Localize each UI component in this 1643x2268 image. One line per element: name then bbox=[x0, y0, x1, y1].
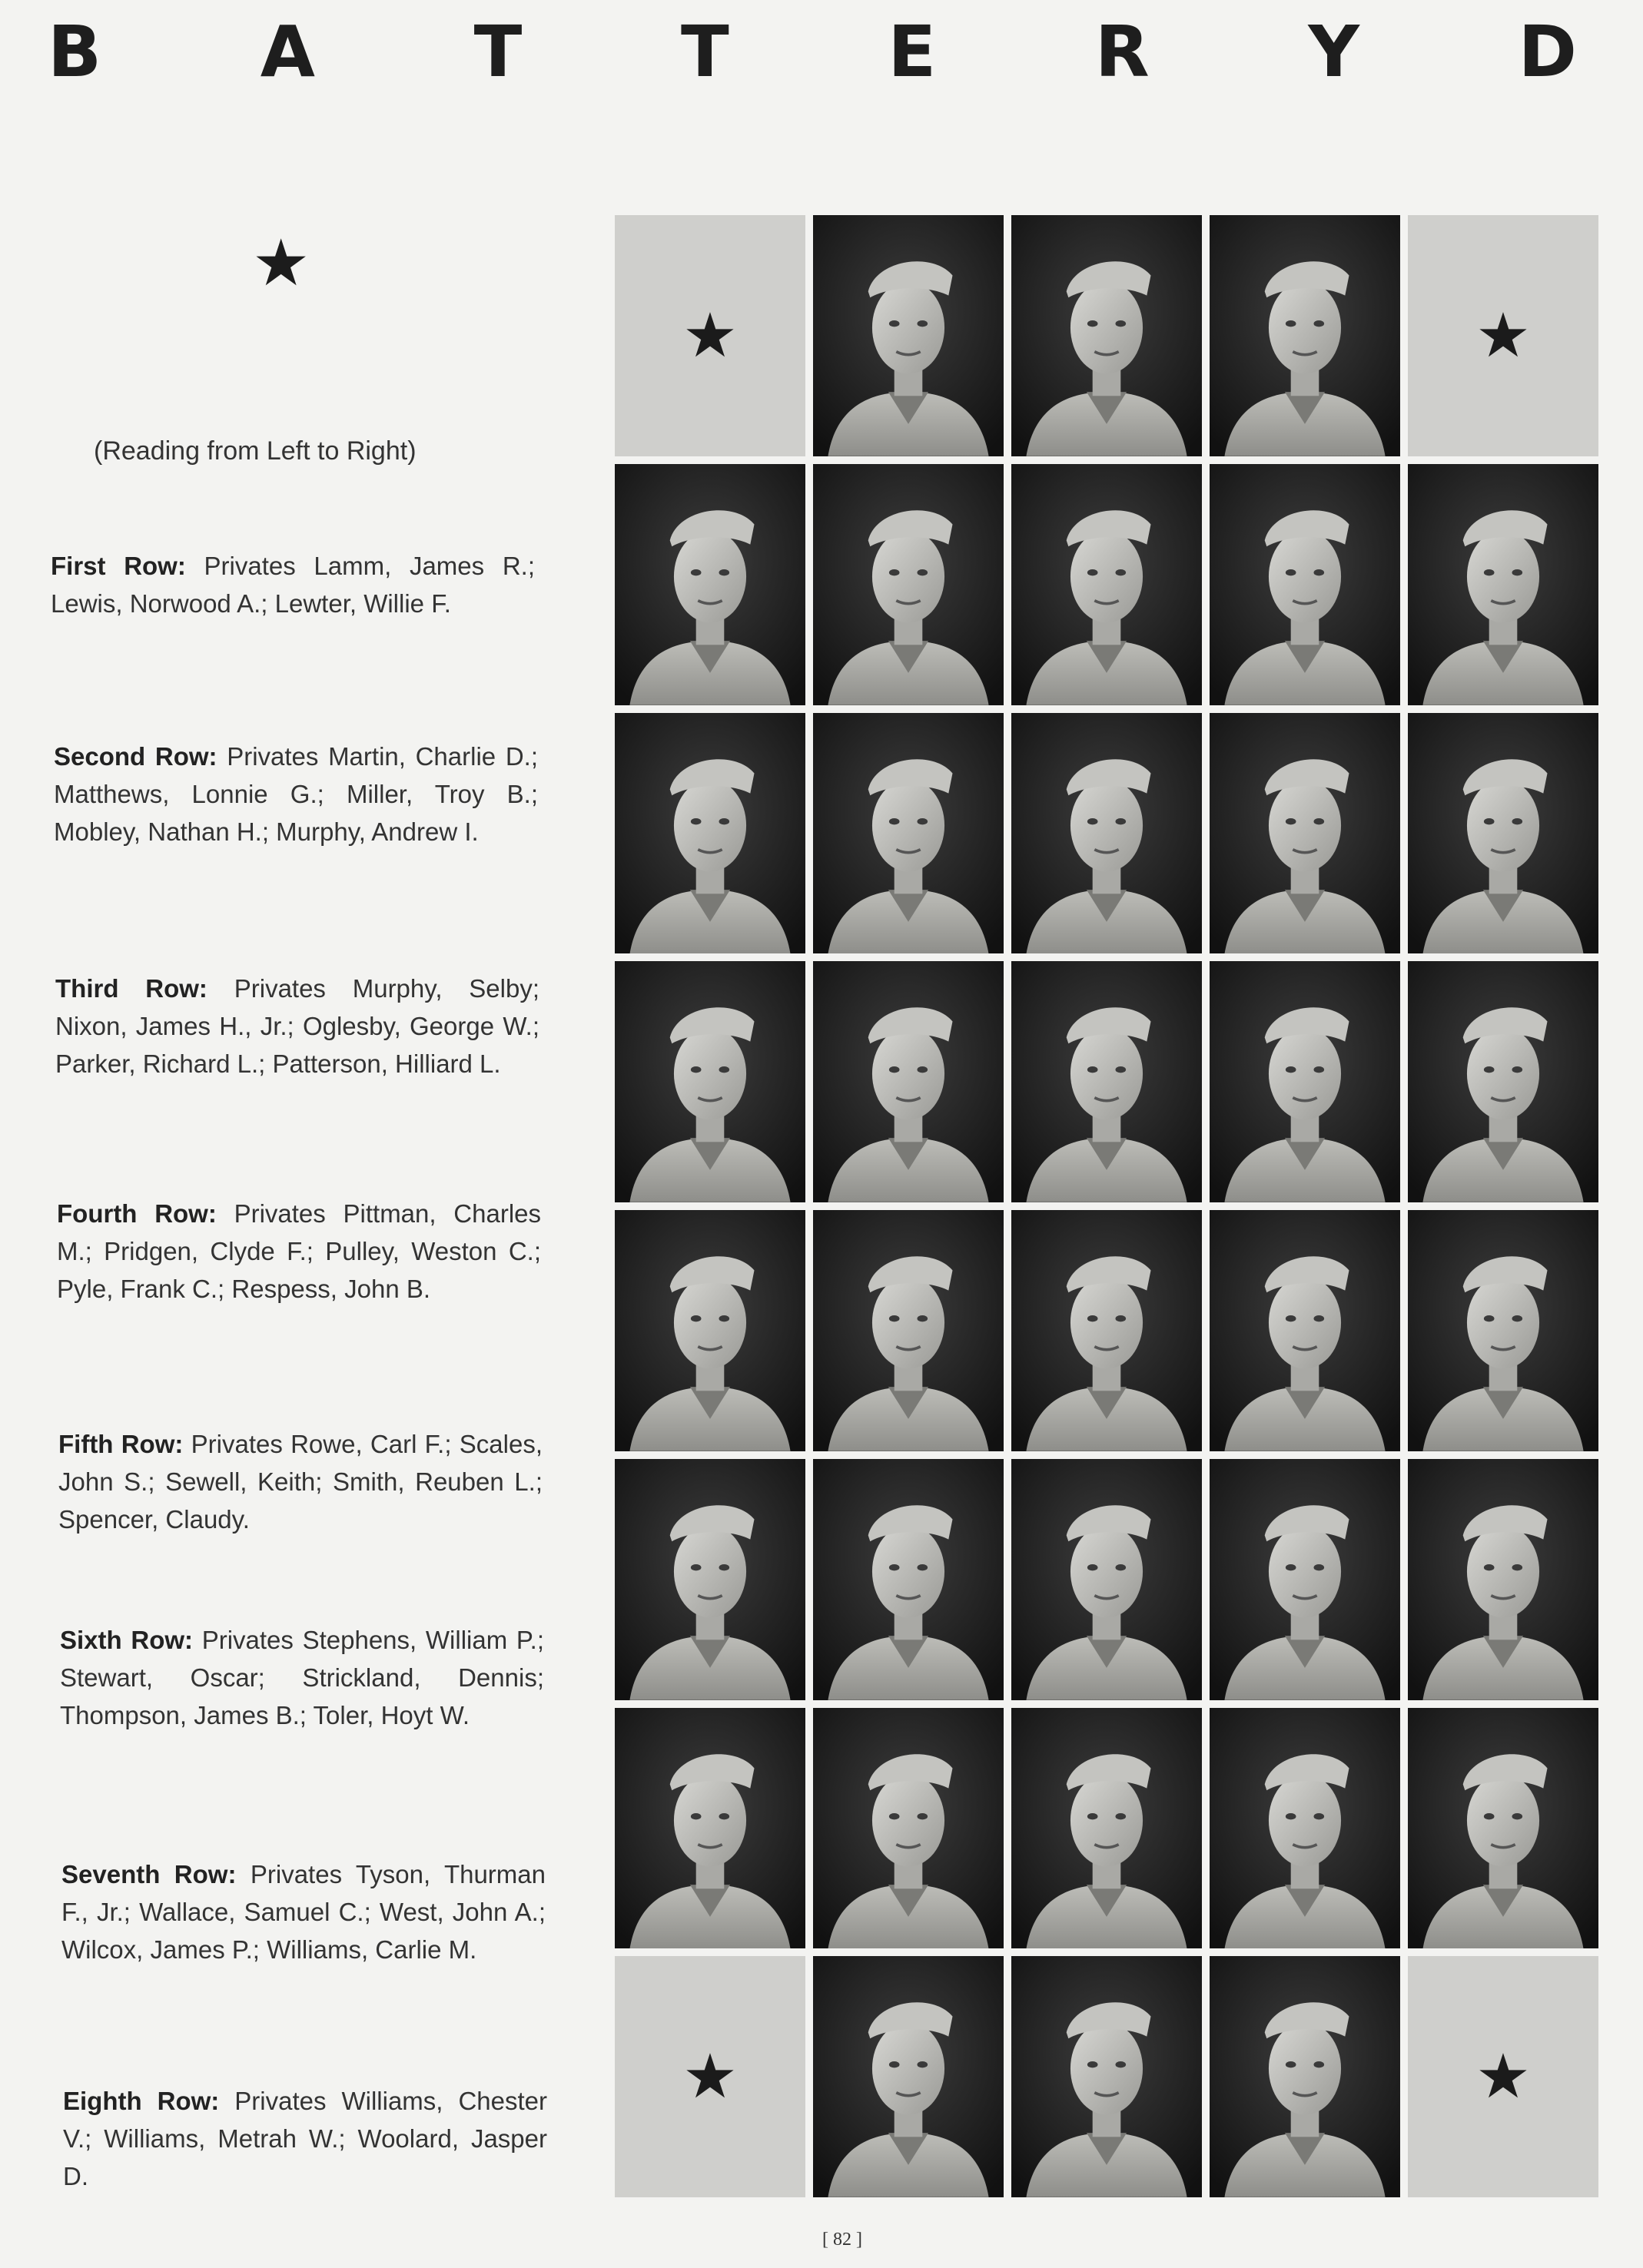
portrait-photo bbox=[1210, 464, 1400, 705]
soldier-portrait-image bbox=[813, 215, 1004, 456]
soldier-portrait-image bbox=[1408, 1210, 1598, 1451]
reading-note: (Reading from Left to Right) bbox=[94, 436, 417, 466]
caption-text: Privates Murphy, Selby; Nixon, James H., Jr.; Oglesby, George W.; Parker, Richard L.; Patterson, Hilliard L. bbox=[55, 974, 539, 1078]
caption-label: Fourth Row: bbox=[57, 1199, 217, 1228]
title-letter: D bbox=[1518, 11, 1577, 93]
portrait-photo bbox=[813, 1708, 1004, 1949]
caption-row-3 bbox=[55, 970, 539, 1083]
soldier-portrait-image bbox=[1011, 961, 1202, 1202]
caption-label: Second Row: bbox=[54, 742, 217, 771]
caption-text: Privates Rowe, Carl F.; Scales, John S.; Sewell, Keith; Smith, Reuben L.; Spencer, Claudy. bbox=[58, 1430, 543, 1534]
portrait-photo bbox=[1210, 1210, 1400, 1451]
caption-row-2 bbox=[54, 738, 538, 850]
soldier-portrait-image bbox=[615, 961, 805, 1202]
soldier-portrait-image bbox=[1011, 464, 1202, 705]
title-letter: T bbox=[473, 11, 523, 93]
title-letter: R bbox=[1094, 11, 1150, 93]
soldier-portrait-image bbox=[1210, 215, 1400, 456]
soldier-portrait-image bbox=[615, 1459, 805, 1700]
caption-row-4 bbox=[57, 1195, 541, 1308]
soldier-portrait-image bbox=[813, 1708, 1004, 1949]
soldier-portrait-image bbox=[615, 464, 805, 705]
portrait-photo bbox=[615, 1708, 805, 1949]
star-icon: ★ bbox=[1475, 299, 1531, 371]
star-icon: ★ bbox=[252, 225, 310, 300]
title-letter: Y bbox=[1308, 11, 1359, 93]
soldier-portrait-image bbox=[1408, 713, 1598, 954]
caption-label: Seventh Row: bbox=[61, 1860, 237, 1888]
title-letter: B bbox=[48, 11, 102, 93]
star-icon: ★ bbox=[682, 299, 738, 371]
portrait-photo bbox=[1408, 713, 1598, 954]
star-tile bbox=[1408, 1956, 1598, 2197]
portrait-photo bbox=[1210, 1708, 1400, 1949]
caption-text: Privates Tyson, Thurman F., Jr.; Wallace, Samuel C.; West, John A.; Wilcox, James P.; Williams, Carlie M. bbox=[61, 1860, 546, 1964]
portrait-photo bbox=[1408, 464, 1598, 705]
title-letter: T bbox=[680, 11, 729, 93]
portrait-photo bbox=[813, 713, 1004, 954]
soldier-portrait-image bbox=[1011, 1708, 1202, 1949]
soldier-portrait-image bbox=[1210, 1708, 1400, 1949]
caption-row-8 bbox=[63, 2082, 547, 2195]
portrait-photo bbox=[1011, 464, 1202, 705]
caption-label: First Row: bbox=[51, 552, 186, 580]
star-tile bbox=[1408, 215, 1598, 456]
portrait-photo bbox=[615, 1459, 805, 1700]
portrait-photo bbox=[1011, 1708, 1202, 1949]
portrait-photo bbox=[615, 1210, 805, 1451]
soldier-portrait-image bbox=[1210, 1459, 1400, 1700]
portrait-photo bbox=[1011, 713, 1202, 954]
caption-text: Privates Pittman, Charles M.; Pridgen, Clyde F.; Pulley, Weston C.; Pyle, Frank C.; Respess, John B. bbox=[57, 1199, 541, 1303]
soldier-portrait-image bbox=[1408, 1459, 1598, 1700]
soldier-portrait-image bbox=[615, 1708, 805, 1949]
title-letter: A bbox=[260, 11, 315, 93]
portrait-photo bbox=[615, 961, 805, 1202]
page-number: [ 82 ] bbox=[822, 2230, 862, 2250]
portrait-photo bbox=[1011, 1210, 1202, 1451]
soldier-portrait-image bbox=[615, 1210, 805, 1451]
soldier-portrait-image bbox=[813, 1956, 1004, 2197]
soldier-portrait-image bbox=[1011, 1210, 1202, 1451]
portrait-photo bbox=[1011, 1956, 1202, 2197]
caption-text: Privates Stephens, William P.; Stewart, Oscar; Strickland, Dennis; Thompson, James B.; Toler, Hoyt W. bbox=[60, 1626, 544, 1729]
soldier-portrait-image bbox=[813, 1459, 1004, 1700]
caption-label: Fifth Row: bbox=[58, 1430, 184, 1458]
portrait-photo bbox=[1408, 961, 1598, 1202]
soldier-portrait-image bbox=[813, 1210, 1004, 1451]
portrait-photo bbox=[1408, 1708, 1598, 1949]
soldier-portrait-image bbox=[1011, 713, 1202, 954]
star-icon: ★ bbox=[682, 2041, 738, 2113]
portrait-photo bbox=[813, 464, 1004, 705]
soldier-portrait-image bbox=[1011, 1459, 1202, 1700]
caption-label: Sixth Row: bbox=[60, 1626, 194, 1654]
soldier-portrait-image bbox=[1408, 464, 1598, 705]
soldier-portrait-image bbox=[1408, 1708, 1598, 1949]
caption-text: Privates Williams, Chester V.; Williams, Metrah W.; Woolard, Jasper D. bbox=[63, 2087, 547, 2190]
portrait-photo bbox=[1011, 961, 1202, 1202]
caption-text: Privates Martin, Charlie D.; Matthews, Lonnie G.; Miller, Troy B.; Mobley, Nathan H.; Murphy, Andrew I. bbox=[54, 742, 538, 846]
portrait-photo bbox=[813, 215, 1004, 456]
soldier-portrait-image bbox=[1011, 1956, 1202, 2197]
portrait-photo bbox=[1408, 1459, 1598, 1700]
soldier-portrait-image bbox=[1210, 464, 1400, 705]
soldier-portrait-image bbox=[1210, 961, 1400, 1202]
title-letter: E bbox=[888, 11, 937, 93]
star-icon: ★ bbox=[1475, 2041, 1531, 2113]
caption-row-7 bbox=[61, 1855, 546, 1968]
portrait-photo bbox=[1210, 215, 1400, 456]
soldier-portrait-image bbox=[1408, 961, 1598, 1202]
caption-row-1 bbox=[51, 547, 535, 622]
caption-label: Third Row: bbox=[55, 974, 207, 1003]
portrait-photo bbox=[813, 1210, 1004, 1451]
soldier-portrait-image bbox=[1011, 215, 1202, 456]
portrait-photo bbox=[1011, 1459, 1202, 1700]
portrait-grid bbox=[615, 215, 1598, 2197]
portrait-photo bbox=[1210, 1956, 1400, 2197]
portrait-photo bbox=[615, 713, 805, 954]
portrait-photo bbox=[1011, 215, 1202, 456]
caption-row-6 bbox=[60, 1621, 544, 1734]
soldier-portrait-image bbox=[1210, 1956, 1400, 2197]
soldier-portrait-image bbox=[615, 713, 805, 954]
soldier-portrait-image bbox=[1210, 1210, 1400, 1451]
caption-label: Eighth Row: bbox=[63, 2087, 220, 2115]
caption-text: Privates Lamm, James R.; Lewis, Norwood A.; Lewter, Willie F. bbox=[51, 552, 535, 618]
portrait-photo bbox=[813, 961, 1004, 1202]
portrait-photo bbox=[813, 1956, 1004, 2197]
portrait-photo bbox=[1210, 713, 1400, 954]
soldier-portrait-image bbox=[813, 464, 1004, 705]
portrait-photo bbox=[1210, 1459, 1400, 1700]
portrait-photo bbox=[1408, 1210, 1598, 1451]
star-tile bbox=[615, 215, 805, 456]
star-tile bbox=[615, 1956, 805, 2197]
soldier-portrait-image bbox=[813, 713, 1004, 954]
page-title bbox=[48, 11, 1577, 101]
portrait-photo bbox=[1210, 961, 1400, 1202]
portrait-photo bbox=[813, 1459, 1004, 1700]
soldier-portrait-image bbox=[1210, 713, 1400, 954]
caption-row-5 bbox=[58, 1425, 543, 1538]
soldier-portrait-image bbox=[813, 961, 1004, 1202]
portrait-photo bbox=[615, 464, 805, 705]
